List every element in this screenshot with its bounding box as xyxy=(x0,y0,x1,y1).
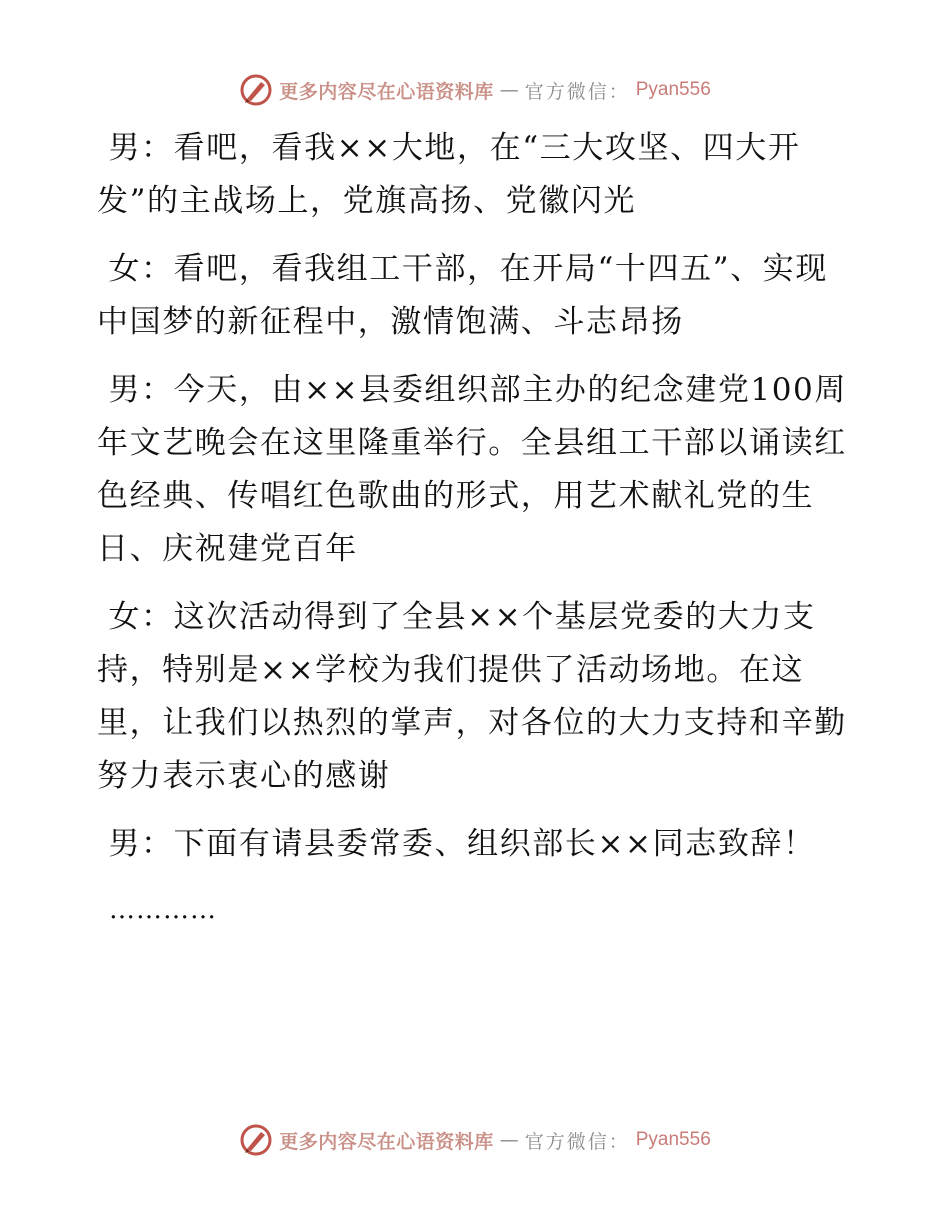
dialogue-paragraph: 男：看吧，看我××大地，在“三大攻坚、四大开发”的主战场上，党旗高扬、党徽闪光 xyxy=(97,130,801,219)
footer-watermark xyxy=(0,1120,950,1160)
dialogue-paragraph: 女：看吧，看我组工干部，在开局“十四五”、实现中国梦的新征程中，激情饱满、斗志昂扬 xyxy=(97,251,828,340)
continuation-ellipsis: ………… xyxy=(109,895,217,925)
watermark-text: 更多内容尽在心语资料库 xyxy=(279,1130,494,1153)
header-watermark xyxy=(0,70,950,110)
pen-logo-icon xyxy=(239,1123,273,1157)
watermark-text: 更多内容尽在心语资料库 xyxy=(279,80,494,103)
dialogue-paragraph: 男：下面有请县委常委、组织部长××同志致辞！ xyxy=(97,826,816,862)
script-body xyxy=(97,122,857,934)
watermark-official-label: 官方微信： xyxy=(524,1130,630,1153)
watermark-dash: — xyxy=(499,79,519,101)
watermark-dash: — xyxy=(499,1129,519,1151)
dialogue-paragraph: 女：这次活动得到了全县××个基层党委的大力支持，特别是××学校为我们提供了活动场地。在这里，让我们以热烈的掌声，对各位的大力支持和辛勤努力表示衷心的感谢 xyxy=(97,599,847,794)
watermark-wechat-id: Pyan556 xyxy=(635,79,711,100)
watermark-wechat-id: Pyan556 xyxy=(635,1129,711,1150)
dialogue-paragraph: 男：今天，由××县委组织部主办的纪念建党100周年文艺晚会在这里隆重举行。全县组工干部以诵读红色经典、传唱红色歌曲的形式，用艺术献礼党的生日、庆祝建党百年 xyxy=(97,372,847,567)
watermark-official-label: 官方微信： xyxy=(524,80,630,103)
pen-logo-icon xyxy=(239,73,273,107)
